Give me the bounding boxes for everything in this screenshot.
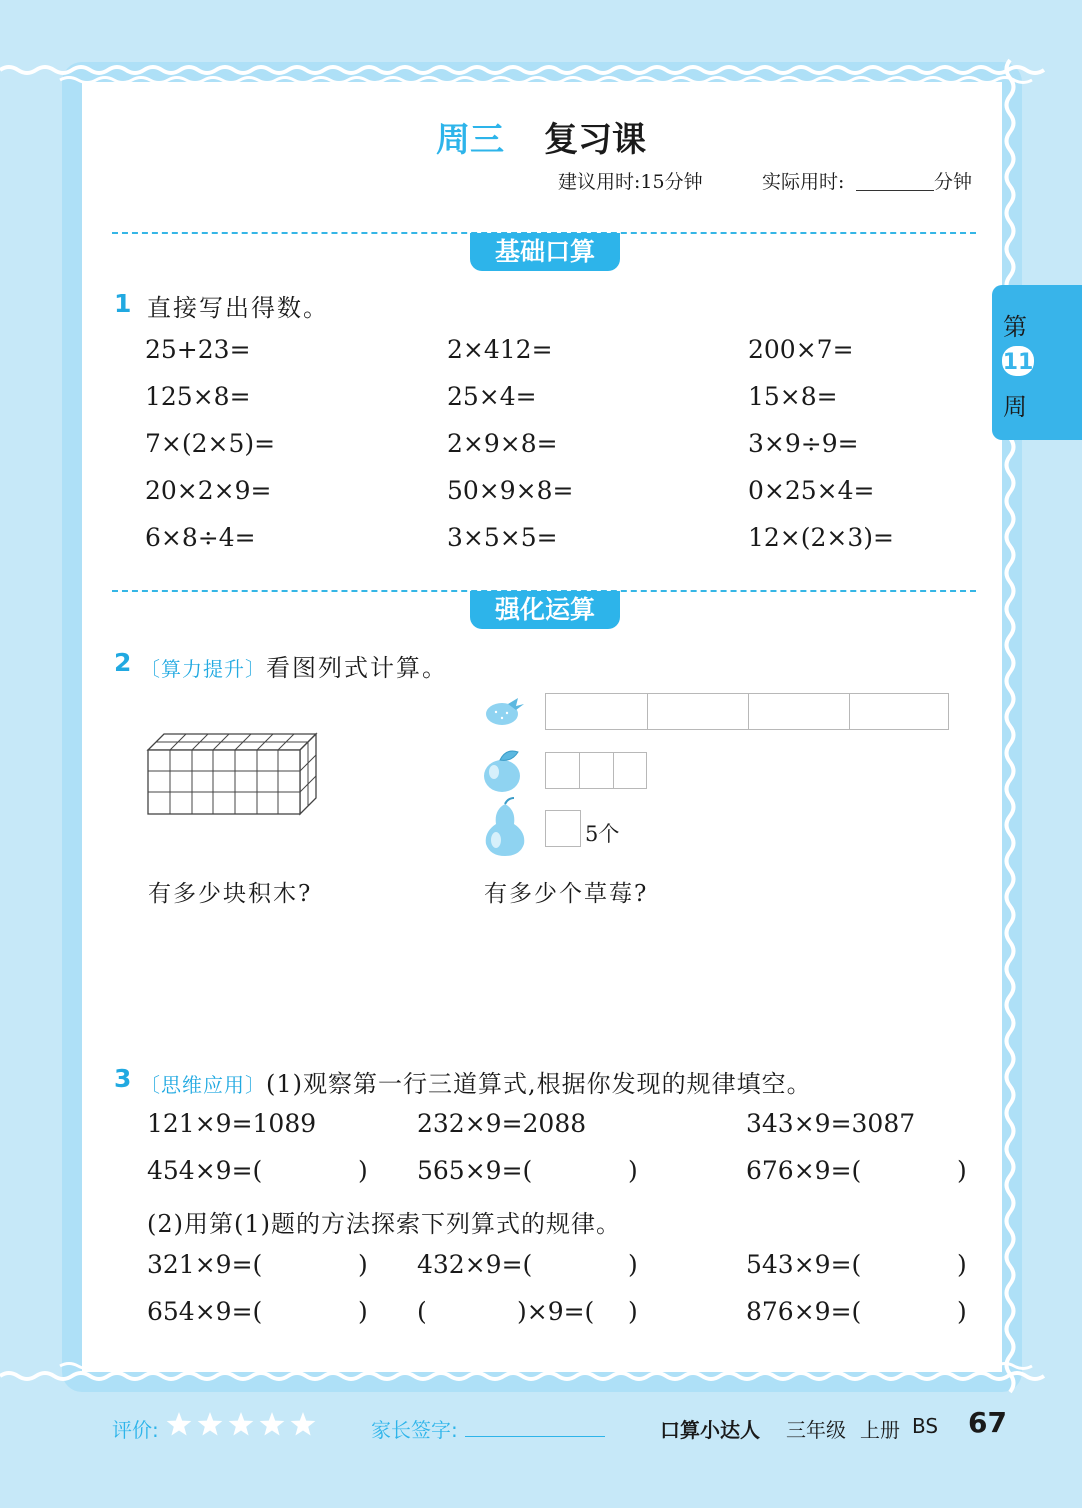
week-tab (992, 285, 1082, 440)
strawberry-icon (482, 694, 528, 728)
bar-divider (613, 753, 614, 788)
q3-answer-close: ) (628, 1250, 638, 1279)
grade-label: 三年级 (786, 1418, 846, 1442)
q1-expression: 0×25×4= (748, 476, 875, 505)
q3-fill-expression: 876×9=( (746, 1297, 862, 1326)
pear-icon (480, 796, 530, 858)
rating-label: 评价: (112, 1418, 159, 1442)
question-2-instruction: 看图列式计算。 (266, 654, 448, 682)
q3-fill-expression: 543×9=( (746, 1250, 862, 1279)
q3-fill-expression: 454×9=( (147, 1156, 263, 1185)
week-tab-number-wrap (992, 345, 1038, 383)
q1-expression: 15×8= (748, 382, 838, 411)
q1-expression: 125×8= (145, 382, 251, 411)
actual-time-label: 实际用时: (762, 171, 845, 193)
day-label: 周三 (436, 120, 504, 160)
q3-answer-close: ) (628, 1156, 638, 1185)
question-2-header (140, 648, 448, 683)
q1-expression: 3×5×5= (447, 523, 558, 552)
parent-sign-blank[interactable] (465, 1436, 605, 1437)
q3-answer-close: ) (358, 1297, 368, 1326)
section-tag-basic: 基础口算 (470, 233, 620, 271)
strawberry-question: 有多少个草莓? (484, 881, 649, 907)
strawberry-bar (545, 693, 949, 730)
parent-sign-label: 家长签字: (371, 1418, 458, 1442)
q1-expression: 6×8÷4= (145, 523, 256, 552)
week-tab-top: 第 (1003, 313, 1027, 341)
pear-count: 5个 (585, 822, 620, 846)
q3-fill-expression: 676×9=( (746, 1156, 862, 1185)
question-3-header (140, 1064, 812, 1099)
q3-fill-expression: 321×9=( (147, 1250, 263, 1279)
q3-fill-expression: 565×9=( (417, 1156, 533, 1185)
q3-answer-close: ) (957, 1250, 967, 1279)
volume-label: 上册 (860, 1418, 900, 1442)
q3-fill-expression-mid: )×9=( (517, 1297, 595, 1326)
bar-divider (748, 694, 749, 729)
week-tab-bottom: 周 (1003, 393, 1027, 421)
blocks-question: 有多少块积木? (148, 881, 313, 907)
apple-bar (545, 752, 647, 789)
building-blocks-illustration (140, 728, 330, 824)
q3-fill-expression: 432×9=( (417, 1250, 533, 1279)
suggested-time: 建议用时:15分钟 (558, 171, 703, 193)
q1-expression: 50×9×8= (447, 476, 574, 505)
star-icon (260, 1412, 285, 1436)
question-2-number: 2 (114, 648, 132, 677)
q3-fill-expression: ( (417, 1297, 427, 1326)
q3-answer-close: ) (628, 1297, 638, 1326)
q3-answer-close: ) (358, 1156, 368, 1185)
page-title: 复习课 (544, 120, 646, 160)
q3-answer-close: ) (358, 1250, 368, 1279)
week-tab-number: 11 (1002, 350, 1034, 375)
bar-divider (647, 694, 648, 729)
q1-expression: 12×(2×3)= (748, 523, 894, 552)
q3-given-expression: 232×9=2088 (417, 1109, 587, 1138)
apple-icon (478, 744, 530, 796)
book-title: 口算小达人 (660, 1418, 760, 1442)
question-1-instruction: 直接写出得数。 (147, 294, 329, 322)
bar-divider (849, 694, 850, 729)
bar-divider (579, 753, 580, 788)
question-3-part2: (2)用第(1)题的方法探索下列算式的规律。 (147, 1210, 621, 1238)
q3-given-expression: 121×9=1089 (147, 1109, 317, 1138)
pear-bar (545, 810, 581, 847)
q3-answer-close: ) (957, 1156, 967, 1185)
q1-expression: 200×7= (748, 335, 854, 364)
question-3-part1: (1)观察第一行三道算式,根据你发现的规律填空。 (266, 1070, 812, 1098)
question-1-number: 1 (114, 289, 132, 318)
q3-given-expression: 343×9=3087 (746, 1109, 916, 1138)
star-icon (229, 1412, 254, 1436)
actual-time-blank[interactable] (856, 190, 934, 191)
rating-stars[interactable] (164, 1408, 324, 1442)
star-icon (291, 1412, 316, 1436)
question-3-tag: 〔思维应用〕 (140, 1073, 266, 1097)
star-icon (198, 1412, 223, 1436)
question-3-number: 3 (114, 1064, 132, 1093)
edition-label: BS (912, 1414, 939, 1438)
page-number: 67 (968, 1406, 1007, 1439)
q1-expression: 25+23= (145, 335, 251, 364)
week-number-badge (1001, 345, 1035, 377)
q1-expression: 20×2×9= (145, 476, 272, 505)
actual-time-unit: 分钟 (934, 171, 973, 193)
q1-expression: 25×4= (447, 382, 537, 411)
q1-expression: 2×412= (447, 335, 553, 364)
q1-expression: 3×9÷9= (748, 429, 859, 458)
star-icon (167, 1412, 192, 1436)
question-2-tag: 〔算力提升〕 (140, 657, 266, 681)
q3-answer-close: ) (957, 1297, 967, 1326)
q1-expression: 7×(2×5)= (145, 429, 276, 458)
section-tag-advanced: 强化运算 (470, 591, 620, 629)
q1-expression: 2×9×8= (447, 429, 558, 458)
q3-fill-expression: 654×9=( (147, 1297, 263, 1326)
